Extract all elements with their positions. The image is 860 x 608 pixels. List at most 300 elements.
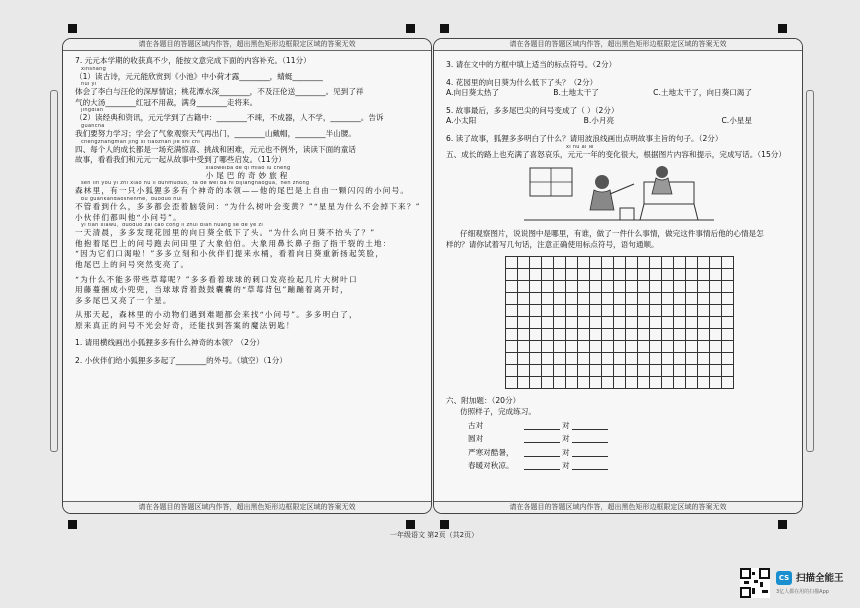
- grid-cell[interactable]: [722, 329, 734, 341]
- question-6: 6. 读了故事，狐狸多多明白了什么？请用波浪线画出点明故事主旨的句子。（2分）: [446, 133, 723, 143]
- grid-cell[interactable]: [638, 257, 650, 269]
- grid-cell[interactable]: [602, 329, 614, 341]
- grid-cell[interactable]: [530, 377, 542, 389]
- grid-cell[interactable]: [626, 281, 638, 293]
- grid-cell[interactable]: [614, 329, 626, 341]
- grid-cell[interactable]: [578, 341, 590, 353]
- grid-cell[interactable]: [518, 305, 530, 317]
- grid-cell[interactable]: [518, 293, 530, 305]
- pair-row: [446, 421, 792, 432]
- grid-cell[interactable]: [626, 305, 638, 317]
- grid-cell[interactable]: [566, 353, 578, 365]
- grid-cell[interactable]: [686, 365, 698, 377]
- story-line: 他尾巴上的问号突然变亮了。: [75, 259, 190, 269]
- grid-cell[interactable]: [542, 329, 554, 341]
- grid-cell[interactable]: [506, 257, 518, 269]
- grid-cell[interactable]: [710, 257, 722, 269]
- scanner-tagline: 3亿人都在用的扫描App: [776, 589, 829, 595]
- grid-cell[interactable]: [638, 341, 650, 353]
- grid-cell[interactable]: [590, 329, 602, 341]
- grid-cell[interactable]: [662, 317, 674, 329]
- pinyin: sēn lín yǒu yì zhī xiǎo hú lí dūnmǔduō，tā de wěi ba nǐ bǐjiàngnǎoguà，hěn zhòng: [81, 181, 310, 187]
- story-line: 多多尾巴又亮了一个星。: [75, 295, 172, 305]
- grid-cell[interactable]: [614, 293, 626, 305]
- right-answer-panel: [433, 38, 803, 514]
- registration-mark: [440, 24, 449, 33]
- grid-cell[interactable]: [686, 269, 698, 281]
- grid-cell[interactable]: [722, 305, 734, 317]
- scanner-app-name: 扫描全能王: [796, 573, 844, 584]
- grid-cell[interactable]: [686, 281, 698, 293]
- grid-cell[interactable]: [530, 329, 542, 341]
- grid-cell[interactable]: [662, 329, 674, 341]
- pair-connector: 对: [562, 461, 570, 471]
- panel-header-notice: 请在各题目的答题区域内作答，超出黑色矩形边框限定区域的答案无效: [434, 39, 802, 51]
- panel-header-notice: 请在各题目的答题区域内作答，超出黑色矩形边框限定区域的答案无效: [63, 39, 431, 51]
- grid-cell[interactable]: [650, 365, 662, 377]
- grid-cell[interactable]: [722, 281, 734, 293]
- grid-cell[interactable]: [578, 269, 590, 281]
- grid-cell[interactable]: [674, 269, 686, 281]
- story-line: 原来真正的问号不光会好奇，还能找到答案的魔法钥匙！: [75, 320, 295, 330]
- grid-cell[interactable]: [590, 341, 602, 353]
- grid-cell[interactable]: [506, 365, 518, 377]
- grid-cell[interactable]: [518, 353, 530, 365]
- pinyin: bù guǎnkàndàoshénme，duōduō huì: [81, 196, 182, 202]
- grid-cell[interactable]: [614, 269, 626, 281]
- answer-blank[interactable]: [572, 448, 608, 457]
- answer-blank[interactable]: [572, 461, 608, 470]
- grid-cell[interactable]: [638, 281, 650, 293]
- grid-cell[interactable]: [626, 257, 638, 269]
- answer-blank[interactable]: [524, 448, 560, 457]
- grid-cell[interactable]: [710, 377, 722, 389]
- grid-cell[interactable]: [542, 305, 554, 317]
- grid-cell[interactable]: [554, 269, 566, 281]
- grid-cell[interactable]: [542, 257, 554, 269]
- q7-part2-line: 我们要努力学习；学会了气象观察天气再出门，________山戴帽，________半山腰。: [75, 128, 356, 138]
- grid-cell[interactable]: [626, 377, 638, 389]
- left-answer-panel: [62, 38, 432, 514]
- grid-cell[interactable]: [602, 317, 614, 329]
- grid-cell[interactable]: [614, 365, 626, 377]
- grid-cell[interactable]: [554, 377, 566, 389]
- grid-cell[interactable]: [518, 377, 530, 389]
- grid-cell[interactable]: [530, 269, 542, 281]
- grid-cell[interactable]: [674, 353, 686, 365]
- grid-cell[interactable]: [506, 341, 518, 353]
- grid-cell[interactable]: [566, 305, 578, 317]
- grid-cell[interactable]: [626, 317, 638, 329]
- grid-cell[interactable]: [686, 293, 698, 305]
- grid-cell[interactable]: [686, 305, 698, 317]
- grid-cell[interactable]: [710, 281, 722, 293]
- grid-cell[interactable]: [638, 365, 650, 377]
- grid-cell[interactable]: [530, 257, 542, 269]
- grid-cell[interactable]: [566, 317, 578, 329]
- grid-cell[interactable]: [554, 281, 566, 293]
- grid-cell[interactable]: [602, 353, 614, 365]
- grid-cell[interactable]: [518, 341, 530, 353]
- section4-heading: 故事，看看我们和元元一起从故事中受到了哪些启发。（11分）: [75, 155, 286, 165]
- grid-cell[interactable]: [590, 281, 602, 293]
- section6-instruction: 仿照样子，完成练习。: [460, 406, 536, 416]
- answer-blank[interactable]: [524, 434, 560, 443]
- option-b: B.小月亮: [583, 116, 615, 126]
- q7-part1-line: 气的大汤________红冠不用裁，满身________走将来。: [75, 97, 258, 107]
- q7-title: 7. 元元本学期的收获真不少，能按文意完成下面的内容补充。（11分）: [75, 56, 311, 65]
- grid-cell[interactable]: [722, 353, 734, 365]
- grid-cell[interactable]: [578, 377, 590, 389]
- grid-cell[interactable]: [662, 341, 674, 353]
- question-5-options: [446, 116, 792, 127]
- grid-cell[interactable]: [566, 257, 578, 269]
- grid-cell[interactable]: [590, 305, 602, 317]
- option-a: A.向日葵太热了: [446, 88, 500, 98]
- grid-cell[interactable]: [698, 377, 710, 389]
- option-c: C.土地太干了，向日葵口渴了: [653, 88, 752, 98]
- grid-cell[interactable]: [638, 293, 650, 305]
- answer-blank[interactable]: [524, 421, 560, 430]
- binding-bracket: [50, 90, 58, 452]
- grid-cell[interactable]: [626, 329, 638, 341]
- grid-cell[interactable]: [674, 329, 686, 341]
- grid-cell[interactable]: [518, 257, 530, 269]
- grid-cell[interactable]: [602, 377, 614, 389]
- question-4-options: [446, 88, 792, 99]
- grid-cell[interactable]: [590, 377, 602, 389]
- grid-cell[interactable]: [710, 293, 722, 305]
- registration-mark: [778, 24, 787, 33]
- question-2: 2. 小伙伴们给小狐狸多多起了________的外号。（填空）（1分）: [75, 356, 287, 366]
- grid-cell[interactable]: [542, 317, 554, 329]
- grid-cell[interactable]: [542, 377, 554, 389]
- grid-cell[interactable]: [506, 353, 518, 365]
- pair-row: [446, 461, 792, 472]
- panel-footer-notice: 请在各题目的答题区域内作答，超出黑色矩形边框限定区域的答案无效: [63, 501, 431, 513]
- grid-cell[interactable]: [698, 293, 710, 305]
- grid-cell[interactable]: [650, 293, 662, 305]
- grid-cell[interactable]: [530, 317, 542, 329]
- grid-cell[interactable]: [698, 329, 710, 341]
- grid-cell[interactable]: [722, 317, 734, 329]
- grid-cell[interactable]: [674, 257, 686, 269]
- grid-cell[interactable]: [530, 293, 542, 305]
- section4-heading: 四、每个人的成长都是一场充满惊喜、挑战和困难，元元也不例外，读读下面的童话: [75, 144, 356, 154]
- grid-cell[interactable]: [542, 293, 554, 305]
- grid-cell[interactable]: [554, 329, 566, 341]
- grid-cell[interactable]: [698, 365, 710, 377]
- grid-cell[interactable]: [710, 317, 722, 329]
- story-line: 不管看到什么，多多都会歪着脑袋问：“为什么树叶会变黄？”“星星为什么不会掉下来？”: [75, 201, 421, 211]
- grid-cell[interactable]: [686, 317, 698, 329]
- grid-cell[interactable]: [578, 353, 590, 365]
- pinyin: chéngzhǎngmǎn jīng xī tiāozhàn jiě shì chǐ: [81, 139, 201, 145]
- grid-cell[interactable]: [614, 341, 626, 353]
- grid-cell[interactable]: [686, 377, 698, 389]
- pair-word: 严寒对酷暑，: [468, 447, 514, 457]
- grid-cell[interactable]: [566, 293, 578, 305]
- grid-cell[interactable]: [590, 257, 602, 269]
- writing-prompt: 仔细观察图片，说说图中是哪里，有谁，做了一件什么事情，做完这件事情后他的心情是怎: [460, 229, 764, 239]
- answer-blank[interactable]: [572, 434, 608, 443]
- writing-prompt: 样的？请你试着写几句话，注意正确使用标点符号，语句通顺。: [446, 239, 659, 249]
- pair-connector: 对: [562, 434, 570, 444]
- grid-cell[interactable]: [650, 305, 662, 317]
- grid-cell[interactable]: [650, 341, 662, 353]
- pair-row: [446, 434, 792, 445]
- story-line: 用藤蔓捆成小兜兜，当球球背着鼓鼓囊囊的“草莓背包”蹦蹦着离开时，: [75, 285, 349, 295]
- section6-heading: 六、附加题：（20分）: [446, 396, 521, 406]
- grid-cell[interactable]: [602, 365, 614, 377]
- story-line: “因为它们口渴啦！”多多立刻和小伙伴们提来水桶，看着向日葵重新扬起笑脸，: [75, 249, 385, 259]
- grid-cell[interactable]: [698, 305, 710, 317]
- option-b: B.土地太干了: [553, 88, 599, 98]
- grid-cell[interactable]: [698, 317, 710, 329]
- answer-blank[interactable]: [572, 421, 608, 430]
- story-title: 小尾巴的奇妙旅程: [205, 170, 291, 180]
- q7-part1-line: 体会了李白与汪伦的深厚情谊；桃花潭水深________，不及汪伦送________。见到了祥: [75, 87, 364, 97]
- grid-cell[interactable]: [638, 377, 650, 389]
- grid-cell[interactable]: [590, 317, 602, 329]
- grid-cell[interactable]: [626, 365, 638, 377]
- question-4: 4. 花园里的向日葵为什么低下了头？（2分）: [446, 77, 598, 87]
- grid-cell[interactable]: [506, 269, 518, 281]
- grid-cell[interactable]: [710, 341, 722, 353]
- story-line: 从那天起，森林里的小动物们遇到难题都会来找“小问号”。多多明白了，: [75, 310, 358, 320]
- grid-cell[interactable]: [530, 341, 542, 353]
- grid-cell[interactable]: [650, 281, 662, 293]
- grid-cell[interactable]: [554, 257, 566, 269]
- panel-footer-notice: 请在各题目的答题区域内作答，超出黑色矩形边框限定区域的答案无效: [434, 501, 802, 513]
- question-5: 5. 故事最后，多多尾巴尖的问号变成了（ ）（2分）: [446, 105, 619, 115]
- grid-cell[interactable]: [614, 317, 626, 329]
- grid-cell[interactable]: [710, 353, 722, 365]
- pinyin: xīnshǎng: [81, 66, 107, 72]
- grid-cell[interactable]: [662, 293, 674, 305]
- grid-cell[interactable]: [674, 317, 686, 329]
- grid-cell[interactable]: [698, 341, 710, 353]
- grid-cell[interactable]: [638, 353, 650, 365]
- grid-cell[interactable]: [602, 269, 614, 281]
- grid-cell[interactable]: [650, 257, 662, 269]
- grid-cell[interactable]: [650, 353, 662, 365]
- grid-cell[interactable]: [578, 365, 590, 377]
- grid-cell[interactable]: [626, 293, 638, 305]
- grid-cell[interactable]: [578, 257, 590, 269]
- grid-cell[interactable]: [674, 365, 686, 377]
- grid-cell[interactable]: [542, 365, 554, 377]
- grid-cell[interactable]: [698, 353, 710, 365]
- grid-cell[interactable]: [638, 269, 650, 281]
- qr-code-icon: [740, 568, 770, 598]
- grid-cell[interactable]: [518, 365, 530, 377]
- grid-cell[interactable]: [614, 377, 626, 389]
- grid-cell[interactable]: [710, 365, 722, 377]
- question-1: 1. 请用横线画出小狐狸多多有什么神奇的本领？（2分）: [75, 338, 265, 348]
- story-line: 他抱着尾巴上的问号跑去问田里了大象伯伯。大象用鼻长鼻子指了指干裂的土地：: [75, 238, 392, 248]
- grid-cell[interactable]: [650, 377, 662, 389]
- grid-cell[interactable]: [626, 353, 638, 365]
- grid-cell[interactable]: [566, 341, 578, 353]
- option-c: C.小星星: [721, 116, 752, 126]
- grid-cell[interactable]: [566, 281, 578, 293]
- grid-cell[interactable]: [578, 281, 590, 293]
- grid-cell[interactable]: [506, 329, 518, 341]
- pinyin: xiǎowěiba de qí miào lǚ chéng: [205, 165, 291, 171]
- grid-cell[interactable]: [722, 269, 734, 281]
- grid-cell[interactable]: [542, 341, 554, 353]
- grid-cell[interactable]: [674, 293, 686, 305]
- grid-cell[interactable]: [518, 269, 530, 281]
- grid-cell[interactable]: [686, 353, 698, 365]
- grid-cell[interactable]: [662, 377, 674, 389]
- grid-cell[interactable]: [554, 293, 566, 305]
- question-3: 3. 请在文中的方框中填上适当的标点符号。（2分）: [446, 60, 617, 69]
- grid-cell[interactable]: [614, 305, 626, 317]
- pinyin: guānchá: [81, 123, 105, 129]
- registration-mark: [406, 520, 415, 529]
- grid-cell[interactable]: [614, 281, 626, 293]
- grid-cell[interactable]: [602, 305, 614, 317]
- grid-cell[interactable]: [554, 305, 566, 317]
- grid-cell[interactable]: [698, 281, 710, 293]
- grid-cell[interactable]: [566, 377, 578, 389]
- grid-cell[interactable]: [710, 329, 722, 341]
- story-line: 森林里，有一只小狐狸多多有个神奇的本领——他的尾巴是上自由一颗闪闪的小问号。: [75, 186, 410, 196]
- grid-cell[interactable]: [674, 281, 686, 293]
- registration-mark: [778, 520, 787, 529]
- grid-cell[interactable]: [578, 293, 590, 305]
- grid-cell[interactable]: [662, 365, 674, 377]
- registration-mark: [440, 520, 449, 529]
- grid-cell[interactable]: [602, 341, 614, 353]
- pair-connector: 对: [562, 447, 570, 457]
- grid-cell[interactable]: [518, 329, 530, 341]
- grid-cell[interactable]: [662, 257, 674, 269]
- pair-word: 圆对: [468, 434, 484, 444]
- grid-cell[interactable]: [662, 281, 674, 293]
- pinyin: xǐ nù āi lè: [566, 144, 594, 150]
- grid-cell[interactable]: [590, 353, 602, 365]
- grid-cell[interactable]: [530, 305, 542, 317]
- grid-cell[interactable]: [698, 257, 710, 269]
- grid-cell[interactable]: [650, 329, 662, 341]
- page-footer: 一年级语文 第2页（共2页）: [390, 531, 479, 539]
- grid-cell[interactable]: [530, 353, 542, 365]
- grid-cell[interactable]: [674, 377, 686, 389]
- grid-cell[interactable]: [530, 281, 542, 293]
- grid-cell[interactable]: [578, 317, 590, 329]
- camscanner-logo: CS: [776, 571, 792, 585]
- grid-cell[interactable]: [638, 305, 650, 317]
- pinyin: huì yì: [81, 82, 97, 88]
- grid-cell[interactable]: [554, 353, 566, 365]
- grid-cell[interactable]: [722, 365, 734, 377]
- grid-cell[interactable]: [638, 317, 650, 329]
- story-line: “为什么不能多带些草莓呢？”多多看着球球的刺口发亮捡起几片大树叶口: [75, 274, 358, 284]
- grid-cell[interactable]: [626, 341, 638, 353]
- grid-cell[interactable]: [554, 317, 566, 329]
- grid-cell[interactable]: [662, 269, 674, 281]
- grid-cell[interactable]: [602, 281, 614, 293]
- q7-part1-line: （1）读古诗，元元能欣赏到《小池》中小荷才露________，蜻蜓________: [75, 71, 323, 81]
- grid-cell[interactable]: [506, 317, 518, 329]
- grid-cell[interactable]: [722, 293, 734, 305]
- grid-cell[interactable]: [638, 329, 650, 341]
- grid-cell[interactable]: [614, 257, 626, 269]
- answer-blank[interactable]: [524, 461, 560, 470]
- grid-cell[interactable]: [590, 293, 602, 305]
- grid-cell[interactable]: [578, 305, 590, 317]
- illustration-kids-cleaning: [524, 164, 714, 222]
- grid-cell[interactable]: [650, 317, 662, 329]
- story-line: 小伙伴们都叫他“小问号”。: [75, 212, 182, 222]
- option-a: A.小太阳: [446, 116, 477, 126]
- grid-cell[interactable]: [542, 281, 554, 293]
- grid-cell[interactable]: [518, 281, 530, 293]
- grid-cell[interactable]: [722, 377, 734, 389]
- section5-heading: 五、成长的路上也充满了喜怒哀乐，元元一年的变化很大，根据图片内容和提示，完成写话。（15分）: [446, 149, 786, 159]
- grid-cell[interactable]: [506, 281, 518, 293]
- grid-cell[interactable]: [710, 305, 722, 317]
- grid-cell[interactable]: [566, 329, 578, 341]
- grid-cell[interactable]: [554, 341, 566, 353]
- grid-cell[interactable]: [674, 305, 686, 317]
- grid-cell[interactable]: [614, 353, 626, 365]
- grid-cell[interactable]: [662, 353, 674, 365]
- grid-cell[interactable]: [722, 341, 734, 353]
- writing-grid[interactable]: [505, 256, 734, 389]
- grid-cell[interactable]: [542, 353, 554, 365]
- story-line: 一天清晨，多多发现花园里的向日葵全低下了头。“为什么向日葵不抬头了？”: [75, 228, 376, 238]
- pair-row: [446, 448, 792, 459]
- grid-cell[interactable]: [590, 365, 602, 377]
- grid-cell[interactable]: [530, 365, 542, 377]
- grid-cell[interactable]: [686, 329, 698, 341]
- grid-cell[interactable]: [554, 365, 566, 377]
- grid-cell[interactable]: [590, 269, 602, 281]
- registration-mark: [406, 24, 415, 33]
- grid-cell[interactable]: [518, 317, 530, 329]
- grid-cell[interactable]: [650, 269, 662, 281]
- registration-mark: [68, 520, 77, 529]
- binding-bracket: [806, 90, 814, 452]
- pair-word: 古对: [468, 420, 484, 430]
- grid-cell[interactable]: [698, 269, 710, 281]
- pinyin: jīngdiǎn: [81, 108, 104, 114]
- grid-cell[interactable]: [566, 365, 578, 377]
- grid-cell[interactable]: [506, 377, 518, 389]
- grid-cell[interactable]: [566, 269, 578, 281]
- grid-cell[interactable]: [602, 257, 614, 269]
- q7-part2-line: （2）读经典和资讯，元元学到了古籍中：________不竦，不成器，人不学，________。告诉: [75, 113, 384, 123]
- grid-cell[interactable]: [578, 329, 590, 341]
- grid-cell[interactable]: [602, 293, 614, 305]
- grid-cell[interactable]: [506, 305, 518, 317]
- grid-cell[interactable]: [722, 257, 734, 269]
- grid-cell[interactable]: [710, 269, 722, 281]
- grid-cell[interactable]: [542, 269, 554, 281]
- grid-cell[interactable]: [686, 257, 698, 269]
- registration-mark: [68, 24, 77, 33]
- grid-cell[interactable]: [686, 341, 698, 353]
- grid-cell[interactable]: [506, 293, 518, 305]
- grid-cell[interactable]: [626, 269, 638, 281]
- grid-cell[interactable]: [662, 305, 674, 317]
- pair-connector: 对: [562, 420, 570, 430]
- grid-cell[interactable]: [674, 341, 686, 353]
